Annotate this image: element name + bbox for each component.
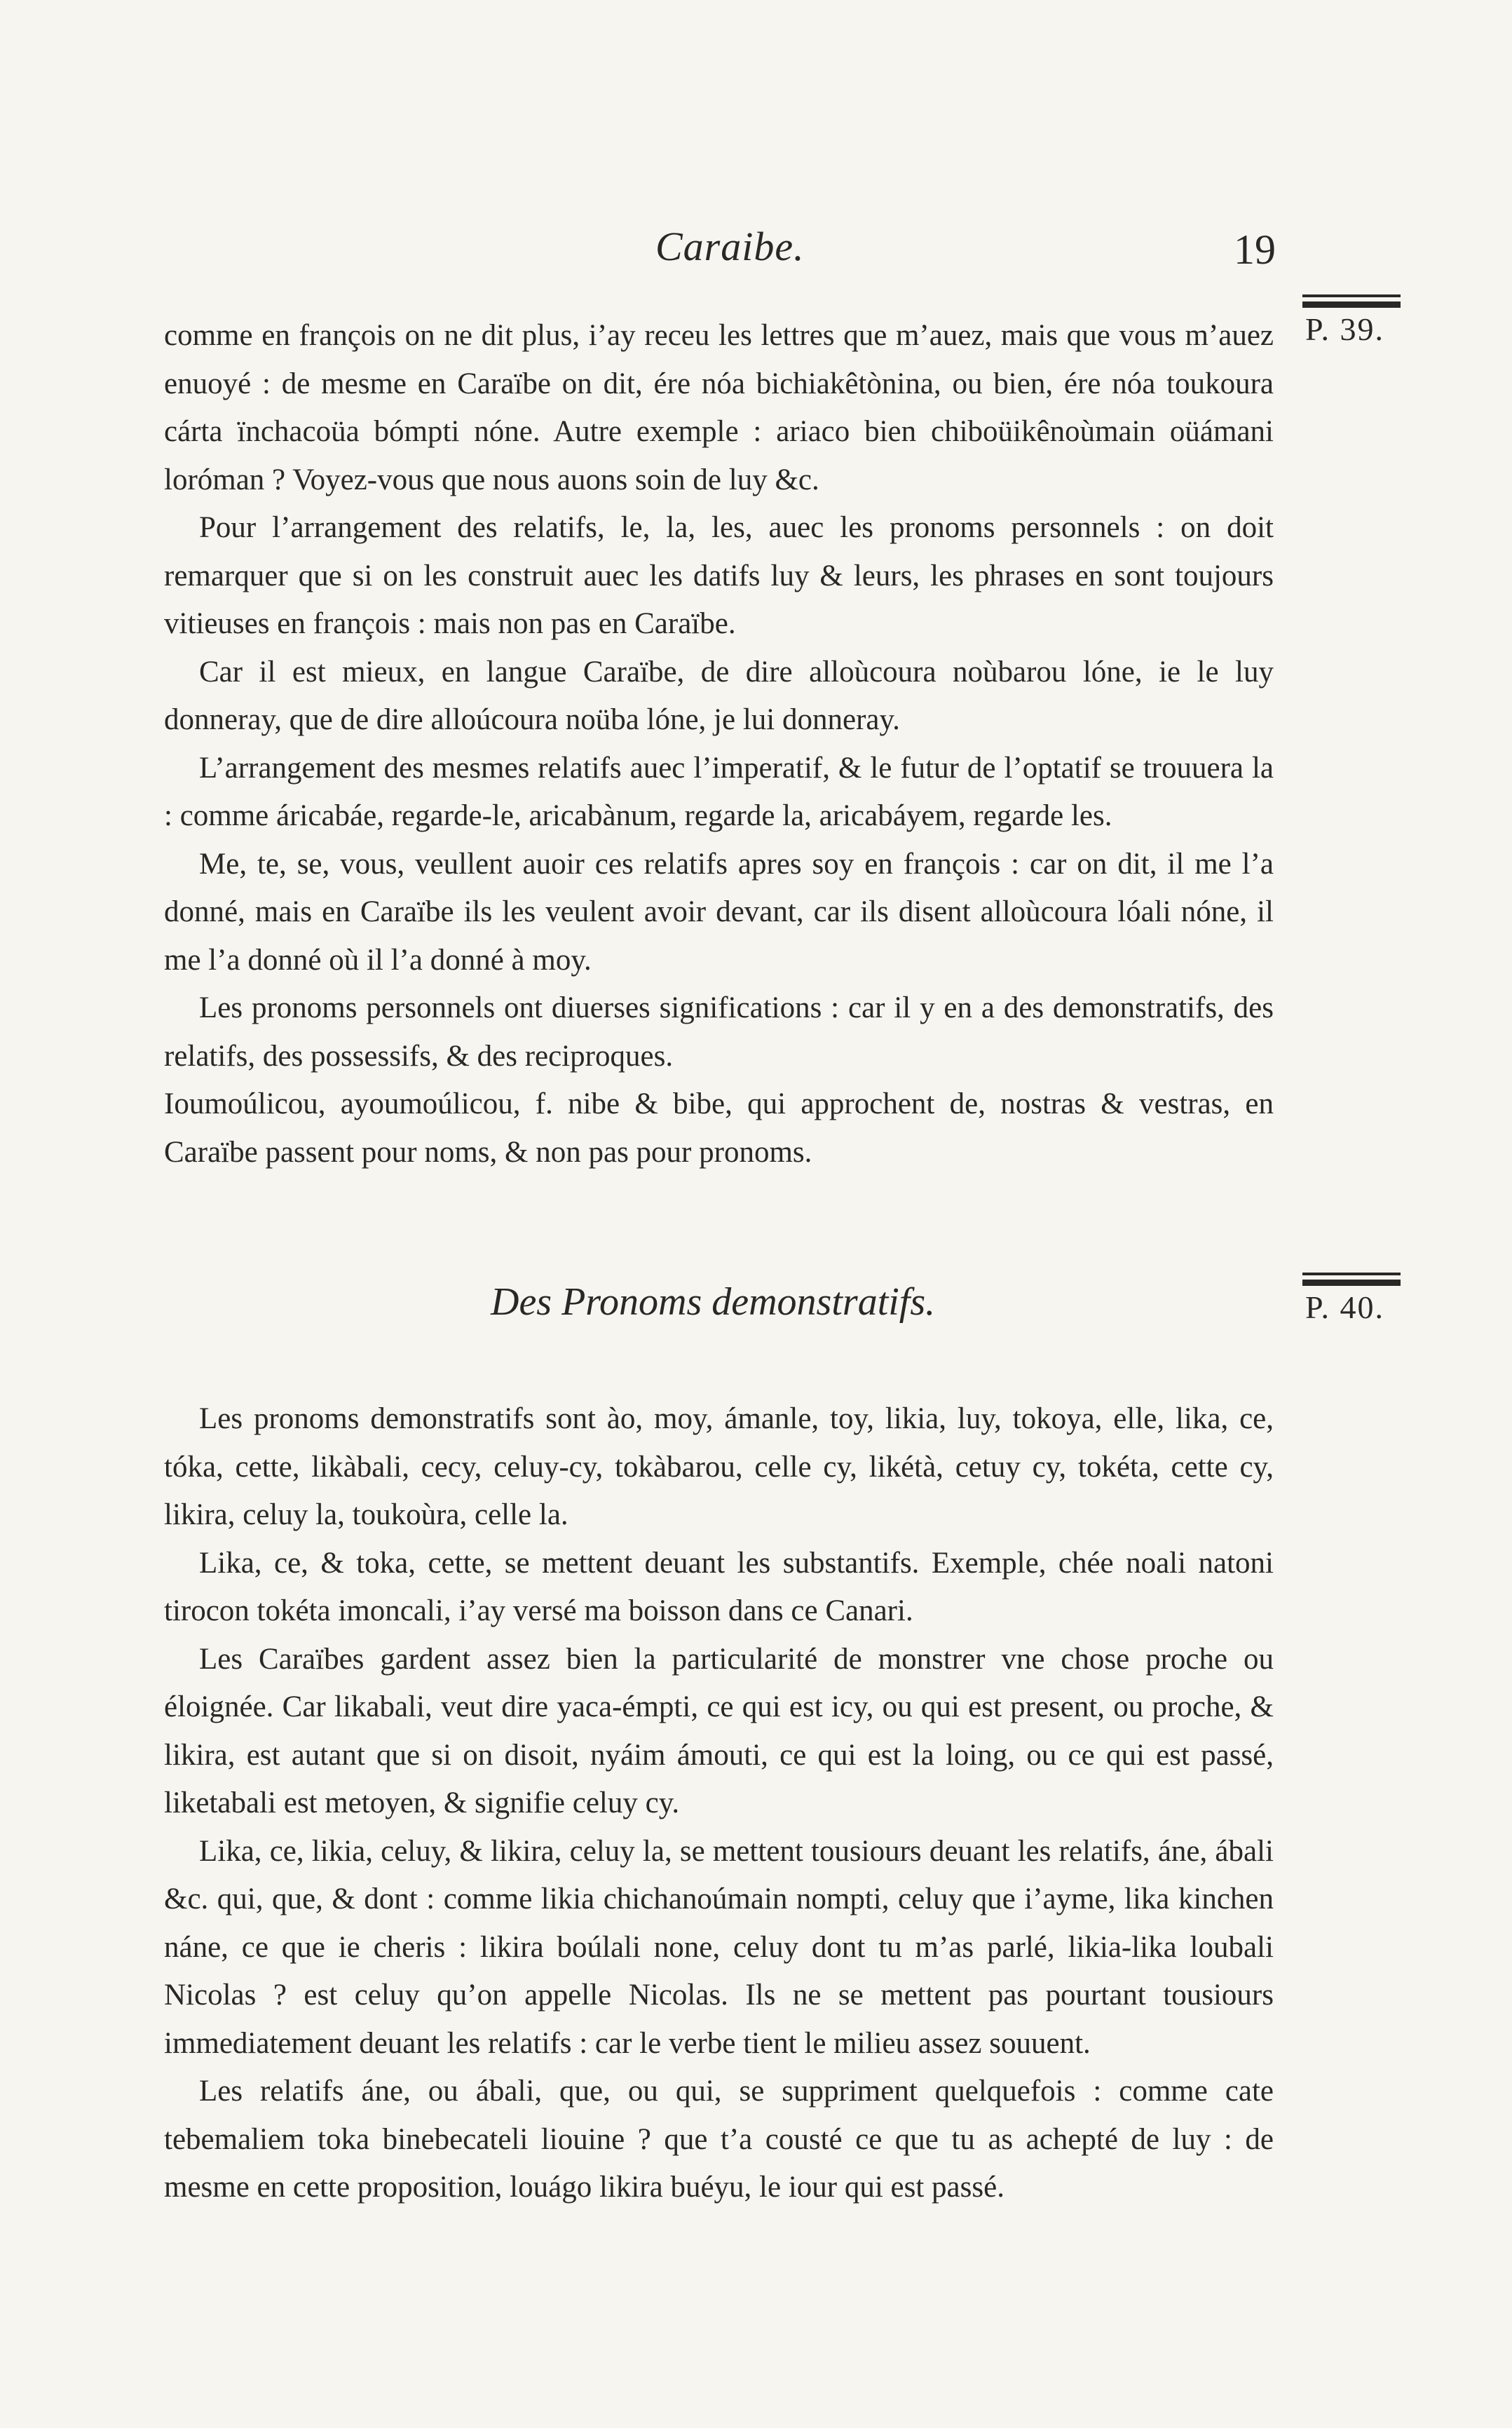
paragraph: Me, te, se, vous, veullent auoir ces relatifs apres soy en françois : car on dit, il me l’a donné, mais en Caraïbe ils les veulent avoir devant, car ils disent alloùcoura lóali nóne, il me l’a donné où il l’a donné à moy. (164, 847, 1274, 977)
paragraph: comme en françois on ne dit plus, i’ay receu les lettres que m’auez, mais que vous m’auez enuoyé : de mesme en Caraïbe on dit, ére nóa bichiakêtònina, ou bien, ére nóa toukoura cárta ïnchacoüa bómpti nóne. Autre exemple : ariaco bien chiboüikênoùmain oüámani loróman ? Voyez-vous que nous auons soin de luy &c. (164, 319, 1274, 496)
paragraph: Les pronoms demonstratifs sont ào, moy, ámanle, toy, likia, luy, tokoya, elle, lika, ce, tóka, cette, likàbali, cecy, celuy-cy, tokàbarou, celle cy, likétà, cetuy cy, tokéta, cette cy, likira, celuy la, toukoùra, celle la. (164, 1402, 1274, 1531)
paragraph: Car il est mieux, en langue Caraïbe, de dire alloùcoura noùbarou lóne, ie le luy donneray, que de dire alloúcoura noüba lóne, je lui donneray. (164, 655, 1274, 736)
margin-reference-label: P. 40. (1305, 1289, 1384, 1325)
margin-reference-p40 (1302, 1273, 1401, 1326)
margin-reference-label: P. 39. (1305, 311, 1384, 347)
margin-reference-p39 (1302, 294, 1401, 348)
page-number: 19 (1234, 226, 1276, 273)
paragraph: Les relatifs áne, ou ábali, que, ou qui, se suppriment quelquefois : comme cate tebemaliem toka binebecateli liouine ? que t’a cousté ce que tu as achepté de luy : de mesme en cette proposition, louágo likira buéyu, le iour qui est passé. (164, 2075, 1274, 2204)
section-heading: Des Pronoms demonstratifs. (491, 1280, 936, 1324)
paragraph: L’arrangement des mesmes relatifs auec l’imperatif, & le futur de l’optatif se trouuera la : comme áricabáe, regarde-le, aricabànum, regarde la, aricabáyem, regarde les. (164, 751, 1274, 832)
margin-rule-thin (1302, 294, 1401, 297)
text-block-upper (164, 312, 1274, 1176)
running-header-title: Caraibe. (655, 224, 805, 269)
paragraph: Les pronoms personnels ont diuerses significations : car il y en a des demonstratifs, des relatifs, des possessifs, & des reciproques. (164, 991, 1274, 1073)
paragraph: Pour l’arrangement des relatifs, le, la, les, auec les pronoms personnels : on doit remarquer que si on les construit auec les datifs luy & leurs, les phrases en sont toujours vitieuses en françois : mais non pas en Caraïbe. (164, 511, 1274, 640)
paragraph: Ioumoúlicou, ayoumoúlicou, f. nibe & bibe, qui approchent de, nostras & vestras, en Caraïbe passent pour noms, & non pas pour pronoms. (164, 1087, 1274, 1169)
text-block-lower (164, 1395, 1274, 2212)
margin-rule-thin (1302, 1273, 1401, 1275)
paragraph: Lika, ce, likia, celuy, & likira, celuy la, se mettent tousiours deuant les relatifs, áne, ábali &c. qui, que, & dont : comme likia chichanoúmain nompti, celuy que i’ayme, lika kinchen náne, ce que ie cheris : likira boúlali none, celuy dont tu m’as parlé, likia-lika loubali Nicolas ? est celuy qu’on appelle Nicolas. Ils ne se mettent pas pourtant tousiours immediatement deuant les relatifs : car le verbe tient le milieu assez souuent. (164, 1834, 1274, 2060)
margin-rule-thick (1302, 1280, 1401, 1286)
margin-rule-thick (1302, 301, 1401, 308)
paragraph: Lika, ce, & toka, cette, se mettent deuant les substantifs. Exemple, chée noali natoni tirocon tokéta imoncali, i’ay versé ma boisson dans ce Canari. (164, 1546, 1274, 1627)
paragraph: Les Caraïbes gardent assez bien la particularité de monstrer vne chose proche ou éloignée. Car likabali, veut dire yaca-émpti, ce qui est icy, ou qui est present, ou proche, & likira, est autant que si on disoit, nyáim ámouti, ce qui est la loing, ou ce qui est passé, liketabali est metoyen, & signifie celuy cy. (164, 1642, 1274, 1819)
